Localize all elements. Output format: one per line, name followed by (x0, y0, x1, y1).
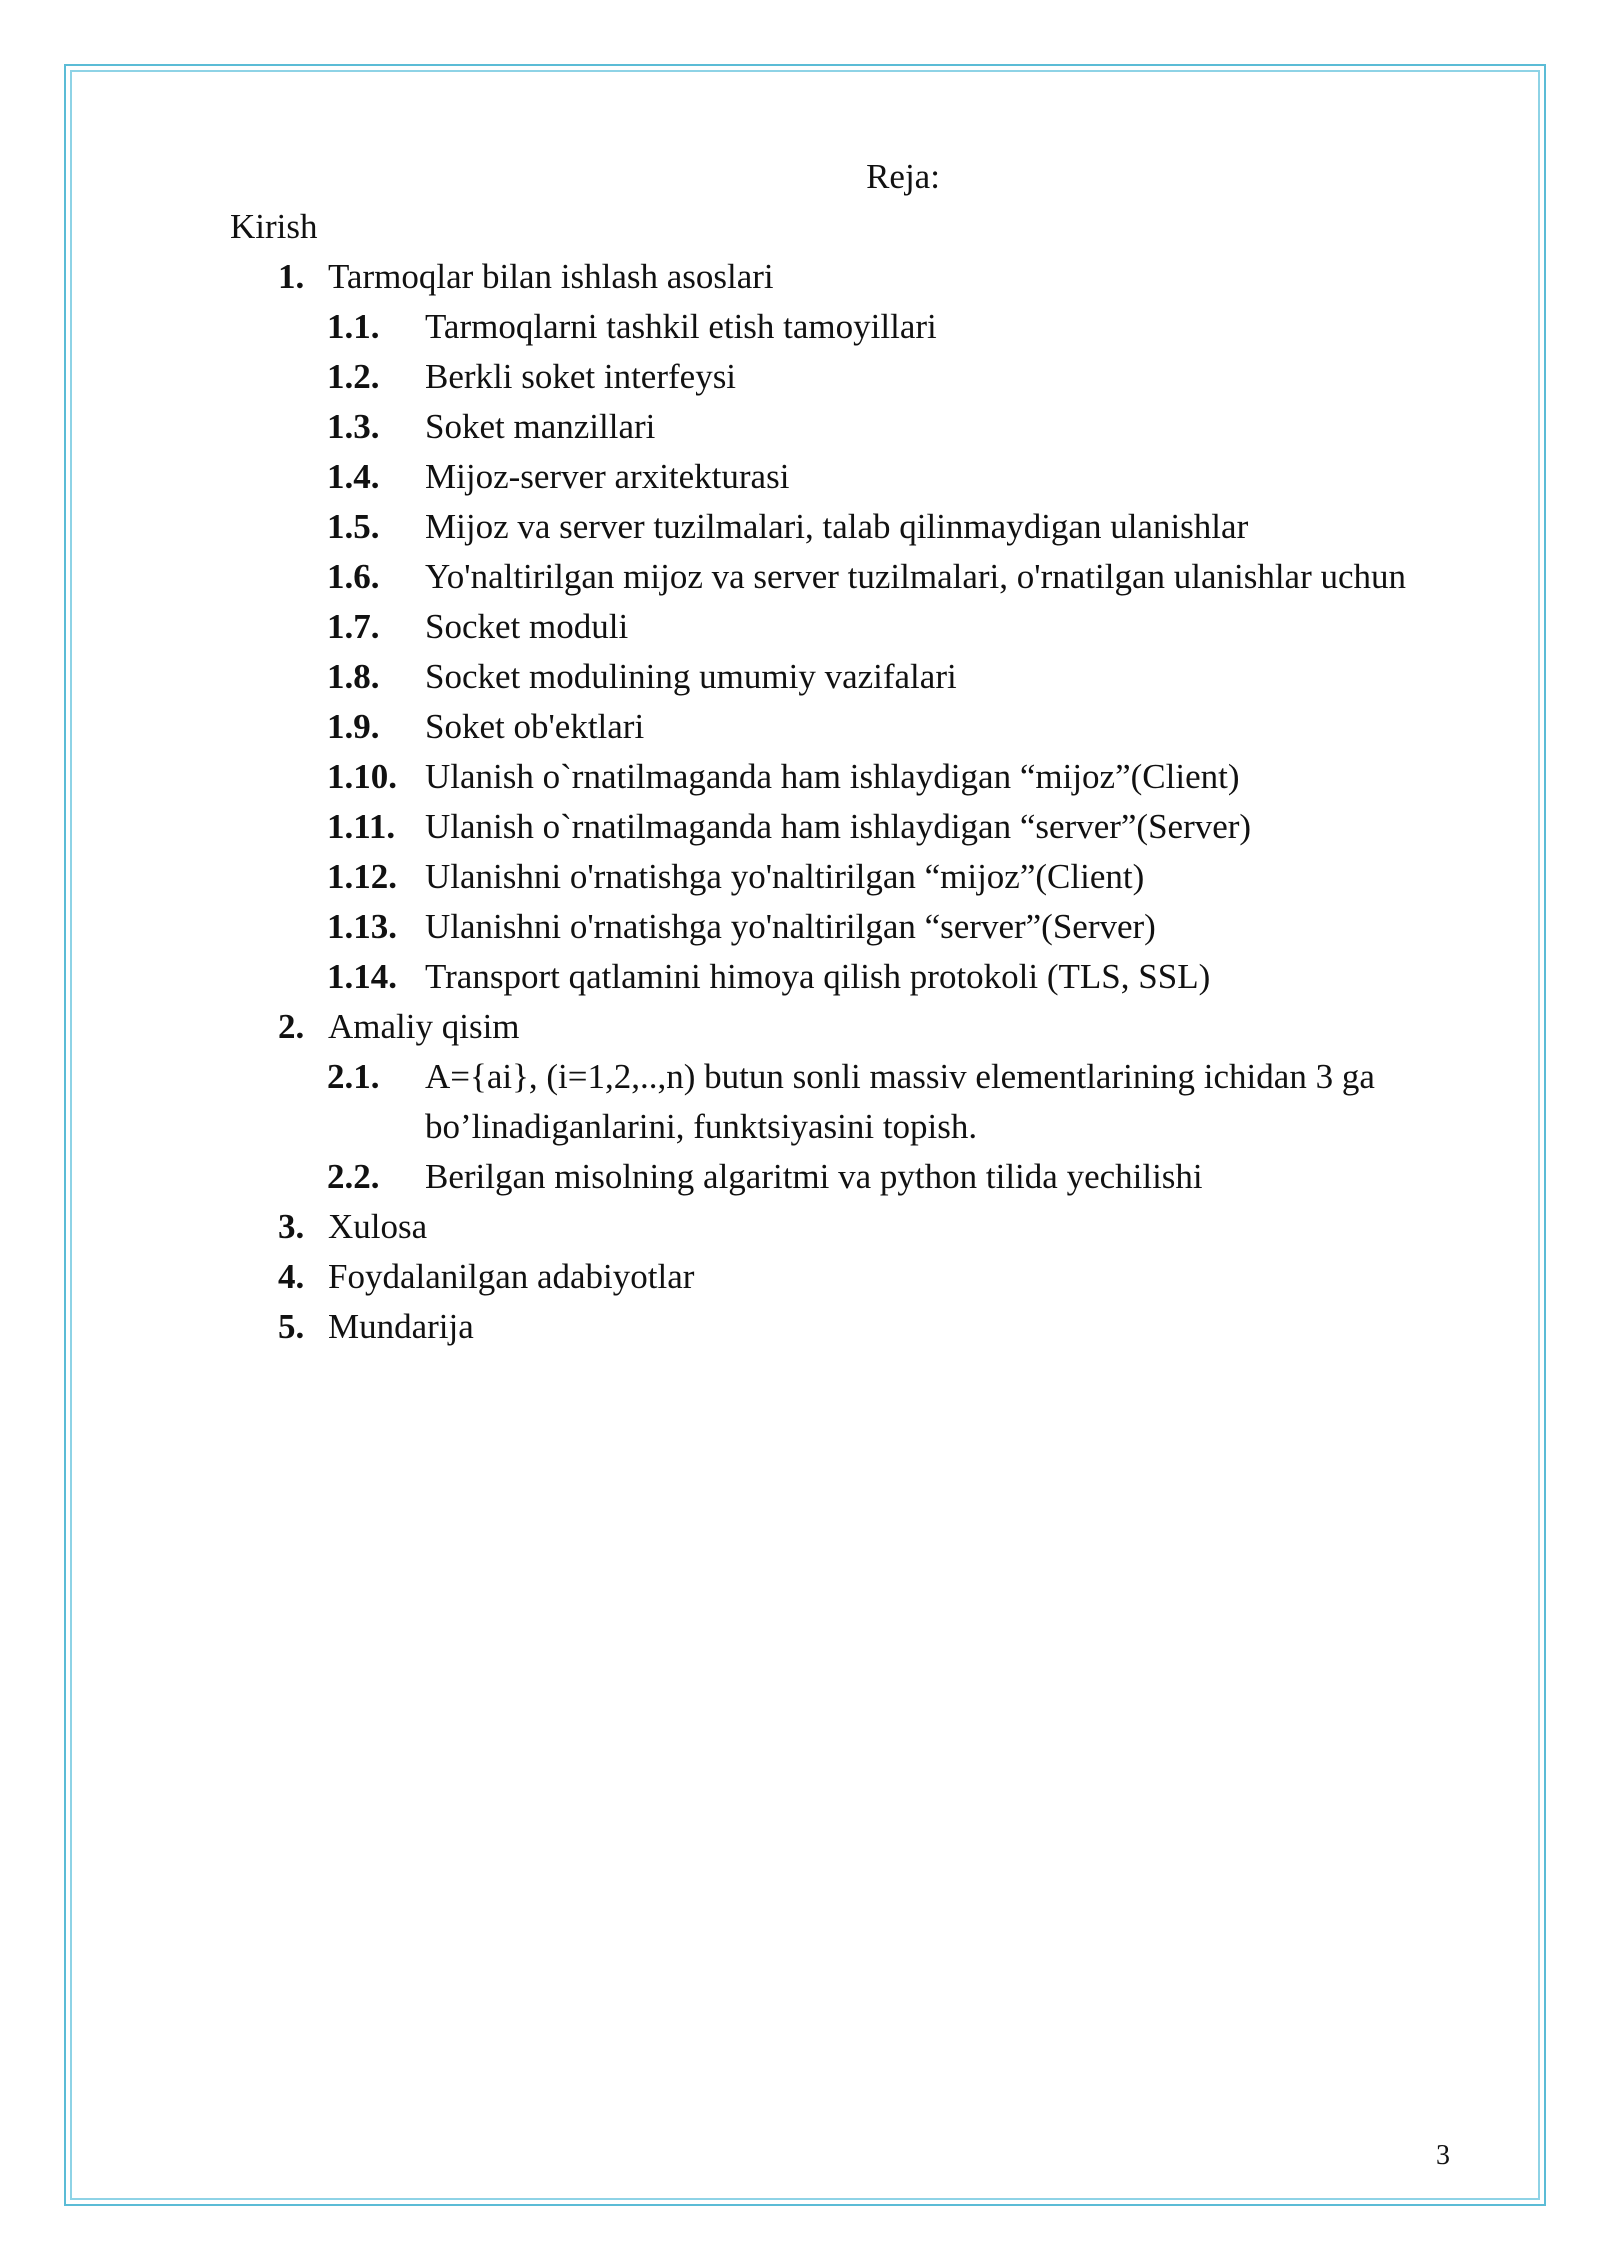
toc-item (0, 1052, 1600, 1152)
toc-item (0, 802, 1600, 852)
toc-item (0, 352, 1600, 402)
toc-item-text: Tarmoqlarni tashkil etish tamoyillari (425, 307, 937, 346)
toc-item-number: 1.12. (327, 857, 397, 896)
toc-item (0, 302, 1600, 352)
toc-item-number: 1.8. (327, 657, 380, 696)
toc-item-number: 1.14. (327, 957, 397, 996)
toc-item-number: 1.13. (327, 907, 397, 946)
toc-item (0, 752, 1600, 802)
toc-item-text: Berkli soket interfeysi (425, 357, 737, 396)
toc-item-text: Mijoz-server arxitekturasi (425, 457, 790, 496)
toc-item-number: 2. (278, 1007, 305, 1046)
toc-item-text: Mundarija (328, 1307, 474, 1346)
toc-item (0, 952, 1600, 1002)
toc-item (0, 1002, 1600, 1052)
toc-item (0, 902, 1600, 952)
toc-item-text: Berilgan misolning algaritmi va python tilida yechilishi (425, 1157, 1203, 1196)
page-number: 3 (1436, 2140, 1450, 2171)
toc-item-text: Soket ob'ektlari (425, 707, 645, 746)
toc-item (0, 852, 1600, 902)
toc-item-text: Yo'naltirilgan mijoz va server tuzilmalari, o'rnatilgan ulanishlar uchun (425, 557, 1407, 596)
toc-item-number: 1.1. (327, 307, 380, 346)
toc-item-text: Xulosa (328, 1207, 428, 1246)
toc-item (0, 602, 1600, 652)
toc-item-number: 1.7. (327, 607, 380, 646)
toc-item-text: Socket modulining umumiy vazifalari (425, 657, 957, 696)
toc-item-text: Socket moduli (425, 607, 629, 646)
toc-item-number: 1.3. (327, 407, 380, 446)
toc-item-number: 1.4. (327, 457, 380, 496)
toc-item (0, 1302, 1600, 1352)
toc-item (0, 502, 1600, 552)
table-of-contents (0, 252, 1600, 1352)
toc-item-text: Transport qatlamini himoya qilish protokoli (TLS, SSL) (425, 957, 1211, 996)
page-title: Reja: (866, 157, 940, 196)
toc-item-number: 1.10. (327, 757, 397, 796)
toc-item-number: 4. (278, 1257, 305, 1296)
toc-item (0, 1202, 1600, 1252)
toc-item-number: 1.6. (327, 557, 380, 596)
toc-item-number: 1.2. (327, 357, 380, 396)
toc-item-text: Mijoz va server tuzilmalari, talab qilinmaydigan ulanishlar (425, 507, 1249, 546)
toc-item-text: Soket manzillari (425, 407, 656, 446)
toc-item-text: Ulanish o`rnatilmaganda ham ishlaydigan “server”(Server) (425, 807, 1252, 846)
toc-item-number: 1. (278, 257, 305, 296)
toc-item (0, 552, 1600, 602)
toc-item-text: Tarmoqlar bilan ishlash asoslari (328, 257, 774, 296)
toc-item-text: Foydalanilgan adabiyotlar (328, 1257, 695, 1296)
toc-item-text: Ulanish o`rnatilmaganda ham ishlaydigan “mijoz”(Client) (425, 757, 1240, 796)
toc-item (0, 652, 1600, 702)
toc-item-number: 1.9. (327, 707, 380, 746)
toc-item-number: 2.2. (327, 1157, 380, 1196)
toc-item (0, 402, 1600, 452)
intro-heading: Kirish (230, 207, 318, 246)
toc-item-text: Ulanishni o'rnatishga yo'naltirilgan “server”(Server) (425, 907, 1156, 946)
toc-item-text: Ulanishni o'rnatishga yo'naltirilgan “mijoz”(Client) (425, 857, 1145, 896)
toc-item-number: 2.1. (327, 1057, 380, 1096)
toc-item-number: 5. (278, 1307, 305, 1346)
toc-item-number: 1.11. (327, 807, 396, 846)
toc-item (0, 1252, 1600, 1302)
toc-item-number: 3. (278, 1207, 305, 1246)
toc-item-text: Amaliy qisim (328, 1007, 520, 1046)
toc-item (0, 1152, 1600, 1202)
toc-item-text: A={ai}, (i=1,2,..,n) butun sonli massiv elementlarining ichidan 3 ga bo’linadiganlarini, funktsiyasini topish. (425, 1057, 1375, 1146)
toc-item (0, 252, 1600, 302)
toc-item (0, 702, 1600, 752)
toc-item (0, 452, 1600, 502)
toc-item-number: 1.5. (327, 507, 380, 546)
